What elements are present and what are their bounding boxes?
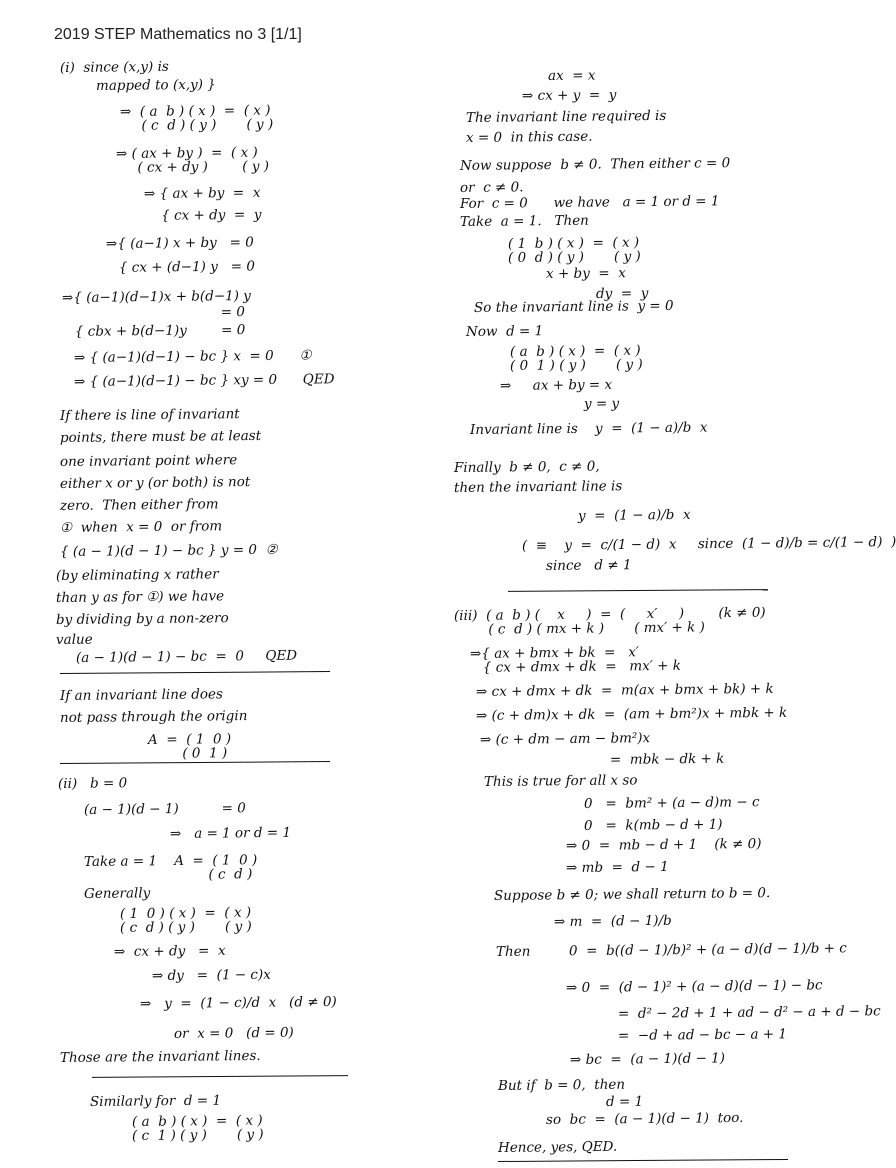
right-column-line: ⇒ (c + dm − am − bm²)x — [479, 730, 651, 748]
right-column-line: So the invariant line is y = 0 — [473, 297, 674, 316]
right-column-line: ( 0 d ) ( y ) ( y ) — [507, 248, 641, 266]
rule-right-1 — [508, 589, 768, 592]
left-column-line: ⇒ { (a−1)(d−1) − bc } x = 0 ① — [73, 347, 312, 366]
right-column-line: ax = x — [547, 67, 596, 84]
left-column-line: { (a − 1)(d − 1) − bc } y = 0 ② — [59, 541, 278, 560]
right-column-line: ( 0 1 ) ( y ) ( y ) — [509, 356, 643, 374]
left-column-line: ① when x = 0 or from — [59, 518, 223, 536]
left-column-line: ⇒ dy = (1 − c)x — [151, 966, 271, 984]
right-column-line: = d² − 2d + 1 + ad − d² − a + d − bc — [617, 1003, 881, 1022]
rule-left-3 — [92, 1075, 348, 1078]
left-column-line: ⇒ y = (1 − c)/d x (d ≠ 0) — [139, 993, 337, 1012]
left-column-line: If an invariant line does — [59, 686, 223, 704]
right-column-line: 0 = bm² + (a − d)m − c — [583, 794, 760, 812]
left-column-line: A = ( 1 0 ) — [147, 731, 232, 748]
left-column-line: either x or y (or both) is not — [59, 474, 251, 492]
left-column-line: If there is line of invariant — [59, 406, 240, 424]
right-column-line: ⇒{ ax + bmx + bk = x′ — [469, 644, 640, 662]
left-column-line: ⇒{ (a−1)(d−1)x + b(d−1) y — [61, 288, 251, 306]
left-column-line: (a − 1)(d − 1) = 0 — [83, 800, 246, 818]
left-column-line: ( c d ) ( y ) ( y ) — [119, 918, 252, 936]
left-column-line: by dividing by a non-zero — [55, 610, 229, 628]
left-column-line: or x = 0 (d = 0) — [173, 1024, 294, 1042]
right-column-line: Then 0 = b((d − 1)/b)² + (a − d)(d − 1)/b + c — [495, 940, 847, 960]
right-column-line: Suppose b ≠ 0; we shall return to b = 0. — [493, 885, 771, 904]
left-column-line: ⇒ ( ax + by ) = ( x ) — [115, 144, 258, 162]
left-column-line: (by eliminating x rather — [55, 566, 219, 584]
right-column-line: x = 0 in this case. — [465, 128, 593, 146]
left-column-line: ⇒ cx + dy = x — [113, 942, 226, 960]
left-column-line: zero. Then either from — [59, 496, 219, 514]
right-column-line: so bc = (a − 1)(d − 1) too. — [545, 1109, 744, 1128]
right-column-line: ⇒ mb = d − 1 — [565, 858, 669, 876]
right-column-line: ⇒ m = (d − 1)/b — [553, 912, 672, 930]
right-column-line: Finally b ≠ 0, c ≠ 0, — [453, 458, 600, 476]
left-column-line: { cbx + b(d−1)y = 0 — [61, 322, 246, 340]
left-column-line: = 0 — [61, 304, 246, 322]
right-column-line: d = 1 — [605, 1093, 644, 1110]
right-column-line: Take a = 1. Then — [459, 212, 589, 230]
left-column-line: (a − 1)(d − 1) − bc = 0 QED — [75, 647, 298, 666]
right-column-line: ( c d ) ( mx + k ) ( mx′ + k ) — [453, 619, 705, 638]
left-column-line: ( c d ) ( y ) ( y ) — [119, 116, 274, 134]
left-column-line: { cx + (d−1) y = 0 — [105, 258, 255, 276]
right-column-line: = mbk − dk + k — [609, 750, 725, 768]
left-column-line: (i) since (x,y) is — [59, 58, 169, 76]
right-column-line: Now d = 1 — [465, 323, 544, 340]
left-column-line: Those are the invariant lines. — [59, 1047, 261, 1066]
right-column-line: ⇒ cx + y = y — [521, 87, 617, 104]
left-column-line: value — [55, 631, 93, 648]
left-column-line: ( c 1 ) ( y ) ( y ) — [131, 1126, 264, 1144]
left-column-line: one invariant point where — [59, 452, 238, 470]
right-column-line: ⇒ ax + by = x — [499, 376, 613, 394]
right-column-line: Invariant line is y = (1 − a)/b x — [469, 419, 708, 438]
left-column-line: not pass through the origin — [59, 708, 248, 726]
right-column-line: then the invariant line is — [453, 478, 623, 496]
right-column-line: ( 1 b ) ( x ) = ( x ) — [507, 234, 640, 252]
right-column-line: 0 = k(mb − d + 1) — [583, 816, 723, 834]
rule-left-2 — [60, 761, 330, 764]
rule-right-2 — [498, 1159, 788, 1162]
left-column-line: Similarly for d = 1 — [89, 1092, 222, 1110]
right-column-line: y = (1 − a)/b x — [577, 506, 691, 524]
rule-left-1 — [60, 671, 330, 674]
right-column-line: ⇒ cx + dmx + dk = m(ax + bmx + bk) + k — [475, 680, 774, 700]
left-column-line: than y as for ①) we have — [55, 588, 225, 606]
left-column-line: points, there must be at least — [59, 427, 262, 446]
right-column-line: For c = 0 we have a = 1 or d = 1 — [459, 193, 720, 212]
right-column-line: This is true for all x so — [483, 772, 638, 790]
right-column-line: ⇒ 0 = mb − d + 1 (k ≠ 0) — [565, 835, 762, 854]
left-column-line: ( cx + dy ) ( y ) — [115, 158, 270, 176]
right-column-line: { cx + dmx + dk = mx′ + k — [469, 657, 681, 676]
left-column-line: ⇒ { (a−1)(d−1) − bc } xy = 0 QED — [73, 371, 335, 390]
left-column-line: ( 0 1 ) — [147, 745, 228, 762]
left-column-line: ⇒ a = 1 or d = 1 — [169, 824, 292, 842]
right-column-line: ⇒ bc = (a − 1)(d − 1) — [569, 1050, 726, 1068]
right-column-line: (iii) ( a b ) ( x ) = ( x′ ) (k ≠ 0) — [453, 604, 766, 624]
left-column-line: ( 1 0 ) ( x ) = ( x ) — [119, 904, 252, 922]
right-column-line: ⇒ 0 = (d − 1)² + (a − d)(d − 1) − bc — [565, 977, 823, 996]
right-column-line: ⇒ (c + dm)x + dk = (am + bm²)x + mbk + k — [475, 704, 788, 724]
right-column-line: since d ≠ 1 — [545, 557, 632, 574]
right-column-line: x + by = x — [545, 265, 626, 282]
right-column-line: Hence, yes, QED. — [497, 1138, 618, 1156]
right-column-line: dy = y — [595, 285, 649, 302]
left-column-line: ( a b ) ( x ) = ( x ) — [131, 1112, 263, 1130]
right-column-line: ( ≡ y = c/(1 − d) x since (1 − d)/b = c/(1 − d) ) — [521, 534, 896, 554]
right-column-line: ( a b ) ( x ) = ( x ) — [509, 342, 641, 360]
right-column-line: But if b = 0, then — [497, 1076, 626, 1094]
right-column-line: = −d + ad − bc − a + 1 — [617, 1026, 788, 1044]
left-column-line: mapped to (x,y) } — [95, 76, 216, 94]
left-column-line: ⇒{ (a−1) x + by = 0 — [105, 234, 254, 252]
right-column-line: or c ≠ 0. — [459, 179, 524, 196]
right-column-line: Now suppose b ≠ 0. Then either c = 0 — [459, 155, 731, 174]
left-column-line: Take a = 1 A = ( 1 0 ) — [83, 852, 258, 870]
right-column-line: y = y — [583, 395, 620, 412]
left-column-line: ( c d ) — [83, 866, 253, 884]
page-title: 2019 STEP Mathematics no 3 [1/1] — [54, 26, 302, 43]
right-column-line: The invariant line required is — [465, 107, 667, 126]
left-column-line: ⇒ { ax + by = x — [143, 184, 261, 202]
left-column-line: { cx + dy = y — [143, 206, 262, 224]
left-column-line: Generally — [83, 885, 151, 902]
left-column-line: ⇒ ( a b ) ( x ) = ( x ) — [119, 102, 271, 120]
left-column-line: (ii) b = 0 — [57, 775, 128, 792]
